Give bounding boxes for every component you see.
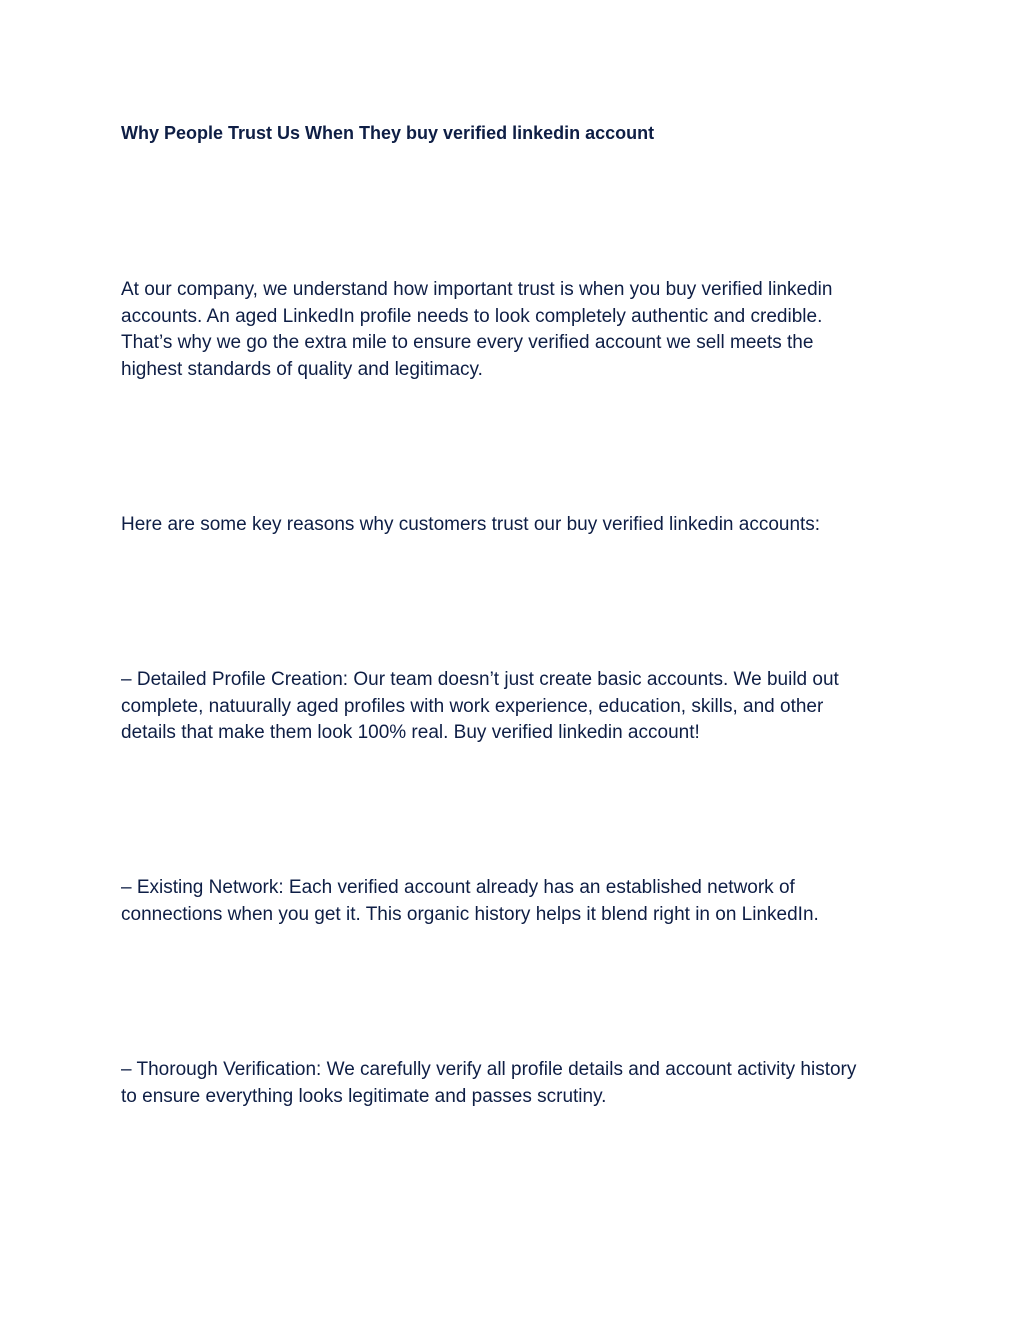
paragraph-line: – Existing Network: Each verified account already has an established network of: [121, 877, 795, 898]
paragraph-existing-network: [121, 875, 921, 928]
paragraph-line: to ensure everything looks legitimate and passes scrutiny.: [121, 1085, 607, 1107]
paragraph-line: accounts. An aged LinkedIn profile needs to look completely authentic and credible.: [121, 305, 823, 327]
document-heading: Why People Trust Us When They buy verified linkedin account: [121, 123, 655, 143]
paragraph-key-reasons: [121, 512, 921, 539]
paragraph-line: At our company, we understand how important trust is when you buy verified linkedin: [121, 279, 833, 300]
paragraph-line: That’s why we go the extra mile to ensure every verified account we sell meets the: [121, 332, 814, 353]
paragraph-line: details that make them look 100% real. Buy verified linkedin account!: [121, 722, 700, 743]
paragraph-line: connections when you get it. This organic history helps it blend right in on LinkedIn.: [121, 903, 819, 925]
paragraph-line: Here are some key reasons why customers trust our buy verified linkedin accounts:: [121, 514, 821, 535]
paragraph-thorough-verification: [121, 1057, 921, 1110]
paragraph-line: highest standards of quality and legitimacy.: [121, 358, 483, 380]
paragraph-line: complete, natuurally aged profiles with work experience, education, skills, and other: [121, 695, 824, 717]
paragraph-line: – Thorough Verification: We carefully verify all profile details and account activity history: [121, 1059, 857, 1080]
paragraph-detailed-profile: [121, 667, 921, 747]
paragraph-intro: [121, 277, 921, 383]
paragraph-line: – Detailed Profile Creation: Our team doesn’t just create basic accounts. We build out: [121, 669, 839, 690]
